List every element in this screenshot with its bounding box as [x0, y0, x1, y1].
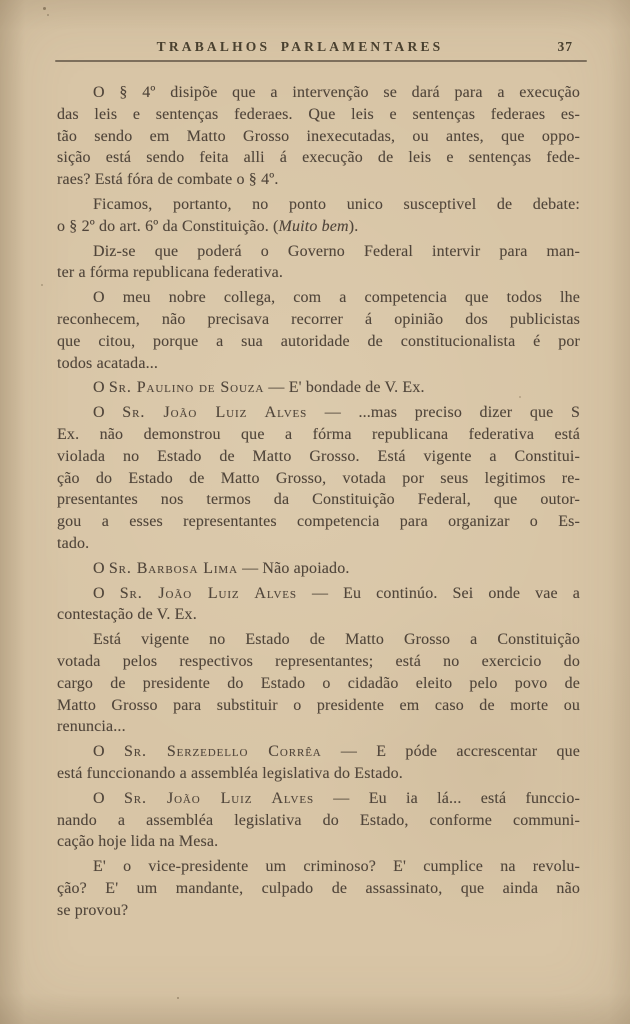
text-segment: todos acatada...: [57, 354, 159, 372]
text-line: [57, 856, 580, 878]
text-line: [57, 194, 580, 216]
speaker-name: Sr. Paulino de Souza: [108, 379, 265, 397]
text-line: [57, 468, 580, 490]
text-line: [57, 82, 580, 104]
header-title: TRABALHOS PARLAMENTARES: [156, 39, 444, 54]
header-rule: [55, 60, 587, 62]
text-segment: O § 4º disipõe que a intervenção se dará para a execução: [93, 84, 580, 101]
text-segment: das leis e sentenças federaes. Que leis e sentenças federaes es-: [57, 105, 580, 123]
paragraph: [57, 241, 580, 285]
text-line: [57, 511, 580, 533]
text-line: [57, 651, 580, 673]
text-segment: O: [93, 584, 120, 602]
text-line: [57, 262, 580, 284]
text-segment: Ex. não demonstrou que a fórma republicana federativa está: [57, 425, 580, 443]
text-segment: nando a assembléa legislativa do Estado, conforme communi-: [57, 811, 580, 829]
text-line: [57, 558, 580, 580]
text-line: [57, 489, 580, 511]
text-segment: ção? E' um mandante, culpado de assassinato, que ainda não: [57, 879, 580, 897]
text-segment: ).: [348, 217, 359, 235]
speaker-name: Sr. Serzedello Corrêa: [123, 743, 322, 761]
text-block: [57, 82, 580, 921]
text-segment: está funccionando a assembléa legislativa do Estado.: [57, 764, 403, 782]
text-segment: votada pelos respectivos representantes; está no exercicio do: [57, 652, 580, 670]
text-segment: cação hoje lida na Mesa.: [57, 833, 219, 851]
text-line: [57, 673, 580, 695]
text-segment: violada no Estado de Matto Grosso. Está vigente a Constitui-: [57, 447, 580, 465]
paragraph: [57, 741, 580, 785]
text-line: [57, 216, 580, 238]
text-line: [57, 241, 580, 263]
text-segment: O: [93, 379, 109, 397]
text-segment: gou a esses representantes competencia para organizar o Es-: [57, 513, 580, 531]
text-line: [57, 878, 580, 900]
paragraph: [57, 402, 580, 555]
paragraph: [57, 583, 580, 627]
speaker-name: Sr. João Luiz Alves: [119, 584, 297, 602]
text-line: [57, 763, 580, 785]
text-segment: O meu nobre collega, com a competencia que todos lhe: [93, 289, 580, 307]
text-segment: Matto Grosso para substituir o presidente em caso de morte ou: [57, 696, 580, 714]
text-segment: contestação de V. Ex.: [57, 606, 197, 624]
paragraph: [57, 194, 580, 238]
text-segment: — Eu continúo. Sei onde vae a: [296, 584, 580, 602]
text-segment: Muito bem: [278, 217, 349, 235]
text-line: [57, 147, 580, 169]
text-segment: reconhecem, não precisava recorrer á opinião dos publicistas: [57, 310, 580, 328]
text-segment: que citou, porque a sua autoridade de constitucionalista é por: [57, 332, 580, 350]
text-line: [57, 629, 580, 651]
paragraph: [57, 82, 580, 191]
paragraph: [57, 558, 580, 580]
text-segment: ter a fórma republicana federativa.: [57, 264, 284, 282]
text-line: [57, 126, 580, 148]
text-line: [57, 716, 580, 738]
speaker-name: Sr. João Luiz Alves: [123, 789, 315, 807]
text-line: [57, 353, 580, 375]
paragraph: [57, 788, 580, 853]
text-segment: — Eu ia lá... está funccio-: [314, 789, 580, 807]
text-segment: O: [93, 789, 124, 807]
text-line: [57, 287, 580, 309]
paragraph: [57, 856, 580, 921]
text-line: [57, 810, 580, 832]
text-line: [57, 741, 580, 763]
text-segment: Diz-se que poderá o Governo Federal intervir para man-: [93, 242, 580, 260]
running-header: [0, 0, 630, 64]
text-segment: O: [93, 404, 123, 422]
text-line: [57, 377, 580, 399]
speaker-name: Sr. Barbosa Lima: [108, 559, 238, 577]
scan-speck: [177, 997, 179, 999]
text-segment: ção do Estado de Matto Grosso, votada por seus legitimos re-: [57, 469, 580, 487]
speaker-name: Sr. João Luiz Alves: [122, 404, 308, 422]
text-line: [57, 169, 580, 191]
paragraph: [57, 287, 580, 374]
scan-speck: [41, 284, 43, 286]
text-segment: Ficamos, portanto, no ponto unico susceptivel de debate:: [93, 195, 580, 213]
text-line: [57, 331, 580, 353]
text-segment: o § 2º do art. 6º da Constituição. (: [57, 217, 279, 235]
text-segment: Está vigente no Estado de Matto Grosso a Constituição: [93, 631, 580, 649]
paragraph: [57, 377, 580, 399]
text-segment: — E póde accrescentar que: [321, 743, 580, 761]
text-line: [57, 402, 580, 424]
text-segment: sição está sendo feita alli á execução de leis e sentenças fede-: [57, 149, 580, 167]
text-segment: renuncia...: [57, 718, 126, 736]
text-line: [57, 900, 580, 922]
text-line: [57, 695, 580, 717]
text-line: [57, 604, 580, 626]
text-segment: O: [93, 743, 124, 761]
text-segment: — E' bondade de V. Ex.: [264, 379, 425, 397]
text-segment: — Não apoiado.: [237, 559, 350, 577]
paragraph: [57, 629, 580, 738]
text-segment: tado.: [57, 534, 90, 552]
text-line: [57, 583, 580, 605]
text-line: [57, 533, 580, 555]
text-segment: — ...mas preciso dizer que S: [307, 404, 580, 422]
text-segment: raes? Está fóra de combate o § 4º.: [57, 171, 279, 189]
page-number: 37: [557, 39, 573, 54]
text-segment: cargo de presidente do Estado o cidadão eleito pelo povo de: [57, 674, 580, 692]
text-line: [57, 446, 580, 468]
text-segment: O: [93, 559, 109, 577]
text-segment: tão sendo em Matto Grosso inexecutadas, ou antes, que oppo-: [57, 127, 580, 145]
text-line: [57, 104, 580, 126]
text-line: [57, 831, 580, 853]
text-segment: E' o vice-presidente um criminoso? E' cumplice na revolu-: [93, 858, 580, 876]
text-line: [57, 424, 580, 446]
text-segment: presentantes nos termos da Constituição Federal, que outor-: [57, 491, 580, 509]
text-segment: se provou?: [57, 901, 129, 919]
text-line: [57, 309, 580, 331]
text-line: [57, 788, 580, 810]
